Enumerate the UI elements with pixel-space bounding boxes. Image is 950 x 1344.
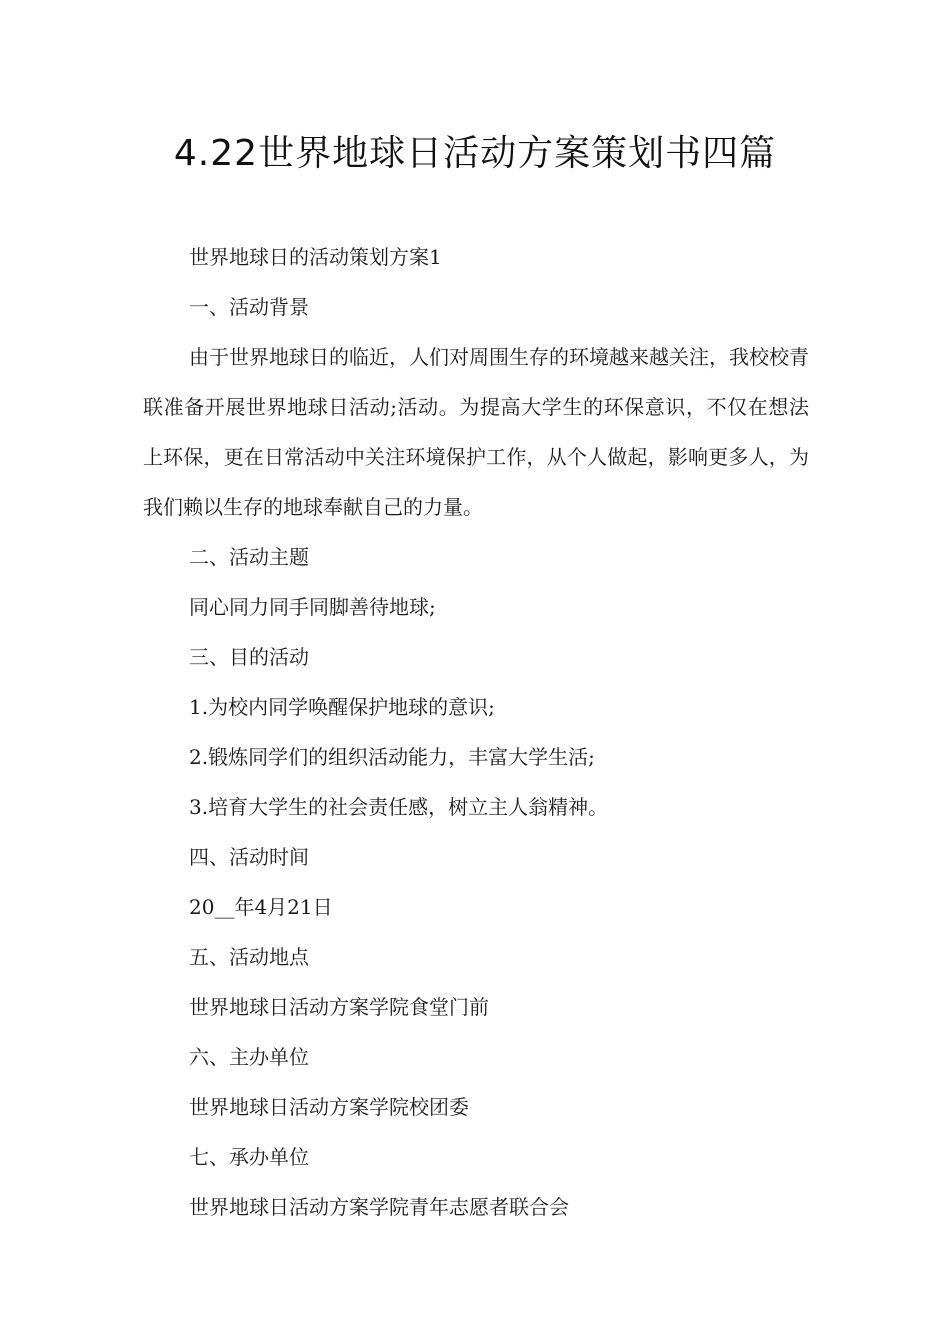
document-title: 4.22世界地球日活动方案策划书四篇 — [173, 133, 777, 174]
theme-text: 同心同力同手同脚善待地球; — [189, 595, 436, 619]
plan-heading: 世界地球日的活动策划方案1 — [189, 245, 442, 269]
section-heading-organizer: 六、主办单位 — [189, 1045, 309, 1069]
host-text: 世界地球日活动方案学院青年志愿者联合会 — [189, 1195, 569, 1219]
section-heading-purpose: 三、目的活动 — [189, 645, 309, 669]
section-heading-theme: 二、活动主题 — [189, 545, 309, 569]
organizer-text: 世界地球日活动方案学院校团委 — [189, 1095, 469, 1119]
purpose-item: 1.为校内同学唤醒保护地球的意识; — [189, 695, 495, 719]
purpose-item: 3.培育大学生的社会责任感，树立主人翁精神。 — [189, 795, 609, 819]
section-heading-host: 七、承办单位 — [189, 1145, 309, 1169]
section-heading-location: 五、活动地点 — [189, 945, 309, 969]
section-heading-time: 四、活动时间 — [189, 845, 309, 869]
section-heading-background: 一、活动背景 — [189, 295, 309, 319]
time-text: 20__年4月21日 — [189, 895, 333, 919]
background-paragraph: 由于世界地球日的临近，人们对周围生存的环境越来越关注，我校校青联准备开展世界地球日活动;活动。为提高大学生的环保意识，不仅在想法上环保，更在日常活动中关注环境保护工作，从个人做起，影响更多人，为我们赖以生存的地球奉献自己的力量。 — [143, 345, 809, 519]
purpose-item: 2.锻炼同学们的组织活动能力，丰富大学生活; — [189, 745, 595, 769]
location-text: 世界地球日活动方案学院食堂门前 — [189, 995, 489, 1019]
document-body — [143, 232, 809, 1232]
